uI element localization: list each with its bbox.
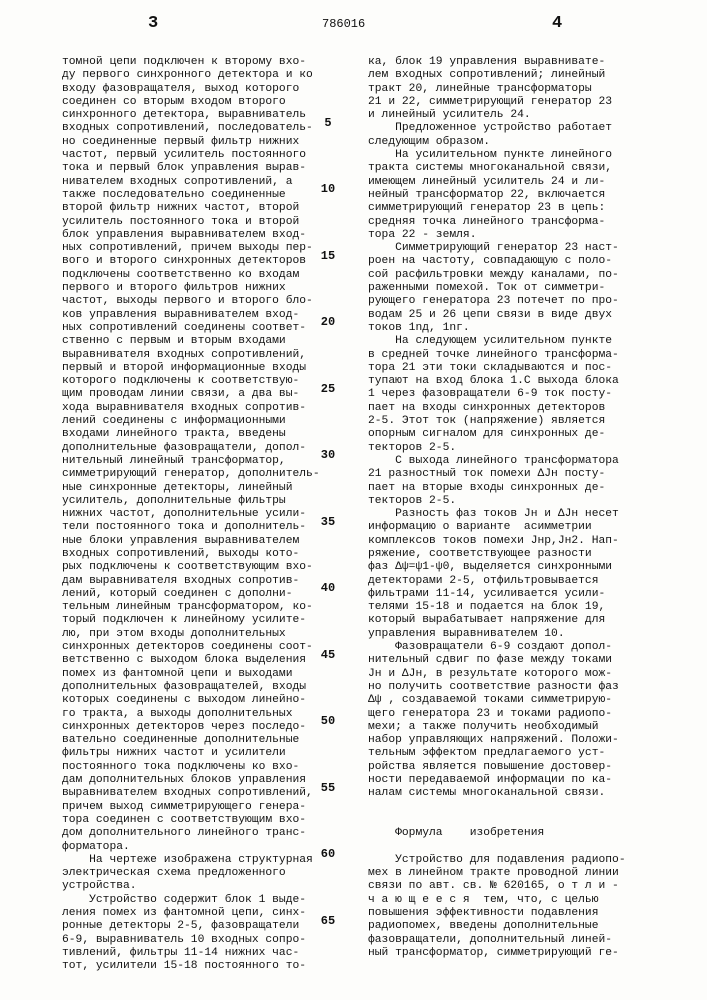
text-line: симметрирующий генератор 23 в цепь: xyxy=(368,202,658,215)
text-line: первый и второй информационные входы xyxy=(62,362,352,375)
text-line: ные блоки управления выравнивателем xyxy=(62,535,352,548)
text-line: рых подключены к соответствующим вхо- xyxy=(62,561,352,574)
text-line: ветственно с выходом блока выделения xyxy=(62,654,352,667)
text-line: тора 21 эти токи складываются и пос- xyxy=(368,362,658,375)
patent-page xyxy=(0,0,707,1000)
text-line: соединен со вторым входом второго xyxy=(62,96,352,109)
text-line: 21 и 22, симметрирующий генератор 23 xyxy=(368,96,658,109)
text-line: рующего генератора 23 потечет по про- xyxy=(368,295,658,308)
text-line: роен на частоту, совпадающую с поло- xyxy=(368,255,658,268)
text-line: нительный сдвиг по фазе между токами xyxy=(368,654,658,667)
text-line: налам системы многоканальной связи. xyxy=(368,787,658,800)
text-line: ч а ю щ е е с я тем, что, с целью xyxy=(368,894,658,907)
text-line: токов 1nд, 1nг. xyxy=(368,322,658,335)
text-line: тот, усилители 15-18 постоянного то- xyxy=(62,960,352,973)
text-line: хода выравнивателя входных сопротив- xyxy=(62,402,352,415)
text-line: На чертеже изображена структурная xyxy=(62,854,352,867)
text-line: 1 через фазовращатели 6-9 ток посту- xyxy=(368,388,658,401)
text-line: подключены соответственно ко входам xyxy=(62,269,352,282)
text-line: Симметрирующий генератор 23 наст- xyxy=(368,242,658,255)
text-line: в средней точке линейного трансформа- xyxy=(368,349,658,362)
text-line: ков управления выравнивателем вход- xyxy=(62,309,352,322)
text-line: дам выравнивателя входных сопротив- xyxy=(62,575,352,588)
text-line: но получить соответствие разности фаз xyxy=(368,681,658,694)
left-text-column xyxy=(62,56,352,973)
text-line: тели постоянного тока и дополнитель- xyxy=(62,521,352,534)
text-line: Δψ , создаваемой токами симметрирую- xyxy=(368,694,658,707)
text-line: 21 разностный ток помехи ΔJн посту- xyxy=(368,468,658,481)
text-line: ду первого синхронного детектора и ко xyxy=(62,69,352,82)
text-line: тупают на вход блока 1.С выхода блока xyxy=(368,375,658,388)
text-line: форматора. xyxy=(62,841,352,854)
text-line: ронные детекторы 2-5, фазовращатели xyxy=(62,920,352,933)
text-line: ный трансформатор, симметрирующий ге- xyxy=(368,947,658,960)
text-line: 2-5. Этот ток (напряжение) является xyxy=(368,415,658,428)
text-line: частот, выходы первого и второго бло- xyxy=(62,295,352,308)
text-line: текторов 2-5. xyxy=(368,495,658,508)
text-line: дом дополнительного линейного транс- xyxy=(62,827,352,840)
text-line: Фазовращатели 6-9 создают допол- xyxy=(368,641,658,654)
text-line: ных сопротивлений соединены соответ- xyxy=(62,322,352,335)
text-line: дам дополнительных блоков управления xyxy=(62,774,352,787)
text-line: входу фазовращателя, выход которого xyxy=(62,83,352,96)
text-line: тока и первый блок управления вырав- xyxy=(62,162,352,175)
text-line: раженными помехой. Ток от симметри- xyxy=(368,282,658,295)
text-line: постоянного тока подключены ко вхо- xyxy=(62,761,352,774)
text-line: ные синхронные детекторы, линейный xyxy=(62,482,352,495)
text-line: торый подключен к линейному усилите- xyxy=(62,614,352,627)
text-line: которого подключены к соответствую- xyxy=(62,375,352,388)
text-line: ройства является повышение достовер- xyxy=(368,761,658,774)
text-line xyxy=(368,814,658,827)
text-line: На усилительном пункте линейного xyxy=(368,149,658,162)
text-line: текторов 2-5. xyxy=(368,442,658,455)
text-line: телями 15-18 и подается на блок 19, xyxy=(368,601,658,614)
text-line: ных сопротивлений, причем выходы пер- xyxy=(62,242,352,255)
line-marker: 35 xyxy=(317,515,339,529)
text-line: информацию о варианте асимметрии xyxy=(368,521,658,534)
line-marker: 60 xyxy=(317,847,339,861)
text-line: следующим образом. xyxy=(368,136,658,149)
text-line: блок управления выравнивателем вход- xyxy=(62,229,352,242)
text-line: входных сопротивлений, выходы кото- xyxy=(62,548,352,561)
text-line: усилитель постоянного тока и второй xyxy=(62,216,352,229)
text-line: помех из фантомной цепи и выходами xyxy=(62,668,352,681)
text-line: тракт 20, линейные трансформаторы xyxy=(368,83,658,96)
text-line: входных сопротивлений, последователь- xyxy=(62,122,352,135)
text-line: Jн и ΔJн, в результате которого мож- xyxy=(368,668,658,681)
text-line: фильтрами 11-14, усиливается усили- xyxy=(368,588,658,601)
text-line: устройства. xyxy=(62,880,352,893)
line-marker: 45 xyxy=(317,648,339,662)
text-line: комплексов токов помехи Jнр,Jн2. Нап- xyxy=(368,535,658,548)
line-marker: 30 xyxy=(317,448,339,462)
text-line: тора 22 - земля. xyxy=(368,229,658,242)
text-line: второй фильтр нижних частот, второй xyxy=(62,202,352,215)
text-line: вательно соединенные дополнительные xyxy=(62,734,352,747)
text-line: также последовательно соединенные xyxy=(62,189,352,202)
text-line: мех в линейном тракте проводной линии xyxy=(368,867,658,880)
text-line: повышения эффективности подавления xyxy=(368,907,658,920)
text-line: которых соединены с выходом линейно- xyxy=(62,694,352,707)
text-line: выравнивателя входных сопротивлений, xyxy=(62,349,352,362)
text-line: тельным эффектом предлагаемого уст- xyxy=(368,747,658,760)
text-line: выравнивателем входных сопротивлений, xyxy=(62,787,352,800)
patent-number: 786016 xyxy=(322,17,365,31)
text-line: тора соединен с соответствующим вхо- xyxy=(62,814,352,827)
text-line: первого и второго фильтров нижних xyxy=(62,282,352,295)
line-marker: 25 xyxy=(317,382,339,396)
text-line: лений, который соединен с дополни- xyxy=(62,588,352,601)
text-line: связи по авт. св. № 620165, о т л и - xyxy=(368,880,658,893)
text-line: щим проводам линии связи, а два вы- xyxy=(62,388,352,401)
text-line: нительный линейный трансформатор, xyxy=(62,455,352,468)
text-line: сой расфильтровки между каналами, по- xyxy=(368,269,658,282)
text-line: детекторами 2-5, отфильтровывается xyxy=(368,575,658,588)
text-line: радиопомех, введены дополнительные xyxy=(368,920,658,933)
line-marker: 20 xyxy=(317,315,339,329)
text-line: средняя точка линейного трансформа- xyxy=(368,216,658,229)
right-page-number: 4 xyxy=(552,14,562,33)
text-line: синхронных детекторов через последо- xyxy=(62,721,352,734)
text-line: тельным линейным трансформатором, ко- xyxy=(62,601,352,614)
text-line: тракта системы многоканальной связи, xyxy=(368,162,658,175)
line-marker: 10 xyxy=(317,182,339,196)
text-line: частот, первый усилитель постоянного xyxy=(62,149,352,162)
text-line: мехи; а также получить необходимый xyxy=(368,721,658,734)
text-line: ряжение, соответствующее разности xyxy=(368,548,658,561)
right-text-column xyxy=(368,56,658,960)
text-line: Формула изобретения xyxy=(368,827,658,840)
text-line: синхронных детекторов соединены соот- xyxy=(62,641,352,654)
text-line: тивлений, фильтры 11-14 нижних час- xyxy=(62,947,352,960)
text-line: фильтры нижних частот и усилители xyxy=(62,747,352,760)
text-line: На следующем усилительном пункте xyxy=(368,335,658,348)
text-line: причем выход симметрирующего генера- xyxy=(62,801,352,814)
line-marker: 50 xyxy=(317,714,339,728)
text-line: и линейный усилитель 24. xyxy=(368,109,658,122)
text-line: нейный трансформатор 22, включается xyxy=(368,189,658,202)
text-line: опорным сигналом для синхронных де- xyxy=(368,428,658,441)
text-line: С выхода линейного трансформатора xyxy=(368,455,658,468)
text-line: электрическая схема предложенного xyxy=(62,867,352,880)
text-line: Предложенное устройство работает xyxy=(368,122,658,135)
text-line: усилитель, дополнительные фильтры xyxy=(62,495,352,508)
line-marker: 65 xyxy=(317,914,339,928)
text-line: ности передаваемой информации по ка- xyxy=(368,774,658,787)
text-line: пает на входы синхронных детекторов xyxy=(368,402,658,415)
text-line: набор управляющих напряжений. Положи- xyxy=(368,734,658,747)
text-line: томной цепи подключен к второму вхо- xyxy=(62,56,352,69)
text-line: фаз Δψ=ψ1-ψ0, выделяется синхронными xyxy=(368,561,658,574)
text-line: нижних частот, дополнительные усили- xyxy=(62,508,352,521)
text-line xyxy=(368,801,658,814)
text-line: лений соединены с информационными xyxy=(62,415,352,428)
text-line: Устройство содержит блок 1 выде- xyxy=(62,894,352,907)
text-line: дополнительные фазовращатели, допол- xyxy=(62,442,352,455)
text-line: который вырабатывает напряжение для xyxy=(368,614,658,627)
text-line: управления выравнивателем 10. xyxy=(368,628,658,641)
text-line: ка, блок 19 управления выравнивате- xyxy=(368,56,658,69)
line-marker: 15 xyxy=(317,249,339,263)
text-line: лю, при этом входы дополнительных xyxy=(62,628,352,641)
text-line: вого и второго синхронных детекторов xyxy=(62,255,352,268)
text-line: нивателем входных сопротивлений, а xyxy=(62,176,352,189)
text-line: ления помех из фантомной цепи, синх- xyxy=(62,907,352,920)
text-line: дополнительных фазовращателей, входы xyxy=(62,681,352,694)
line-marker: 5 xyxy=(317,116,339,130)
text-line: Разность фаз токов Jн и ΔJн несет xyxy=(368,508,658,521)
left-page-number: 3 xyxy=(148,14,158,33)
text-line: но соединенные первый фильтр нижних xyxy=(62,136,352,149)
line-marker: 55 xyxy=(317,781,339,795)
text-line: Устройство для подавления радиопо- xyxy=(368,854,658,867)
text-line: синхронного детектора, выравниватель xyxy=(62,109,352,122)
text-line: лем входных сопротивлений; линейный xyxy=(368,69,658,82)
line-marker: 40 xyxy=(317,581,339,595)
text-line: пает на вторые входы синхронных де- xyxy=(368,482,658,495)
text-line: водам 25 и 26 цепи связи в виде двух xyxy=(368,309,658,322)
text-line xyxy=(368,841,658,854)
text-line: входами линейного тракта, введены xyxy=(62,428,352,441)
text-line: симметрирующий генератор, дополнитель- xyxy=(62,468,352,481)
text-line: имеющем линейный усилитель 24 и ли- xyxy=(368,176,658,189)
text-line: ственно с первым и вторым входами xyxy=(62,335,352,348)
text-line: 6-9, выравниватель 10 входных сопро- xyxy=(62,934,352,947)
text-line: щего генератора 23 и токами радиопо- xyxy=(368,708,658,721)
text-line: фазовращатели, дополнительный линей- xyxy=(368,934,658,947)
text-line: го тракта, а выходы дополнительных xyxy=(62,708,352,721)
